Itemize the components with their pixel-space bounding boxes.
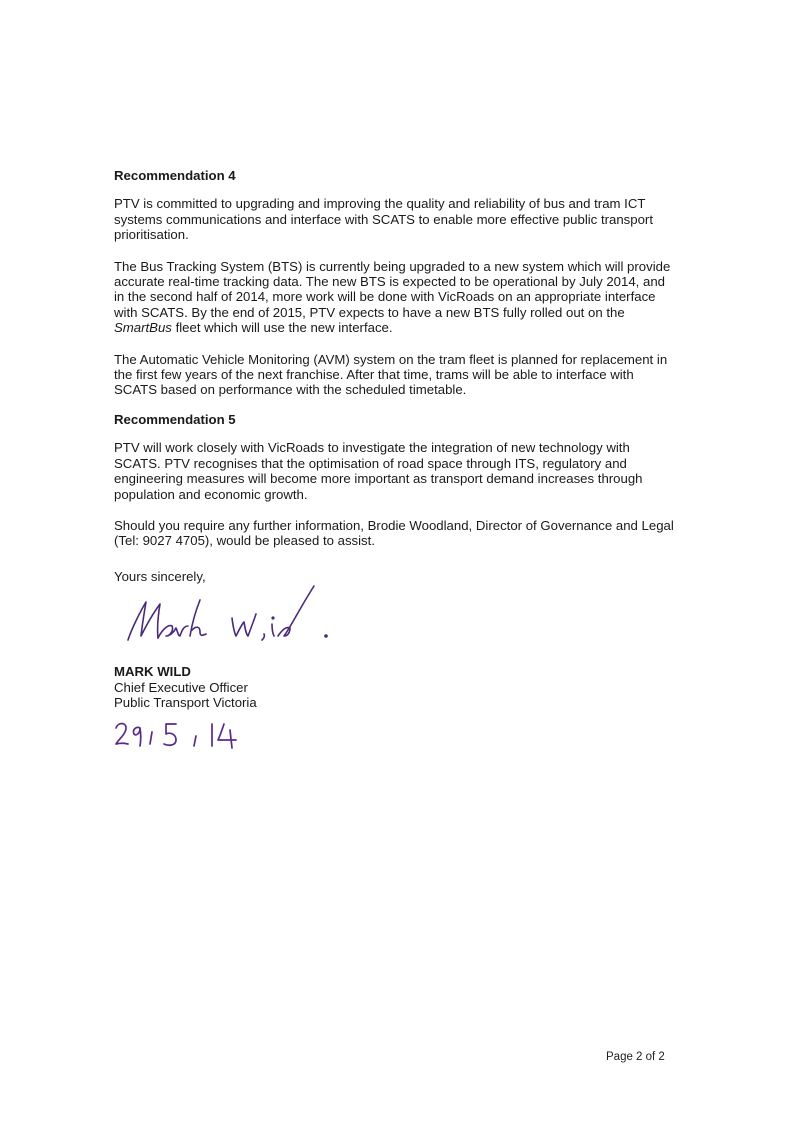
paragraph-text: The Bus Tracking System (BTS) is currently being upgraded to a new system which will provide accurate real-time tracking data. The new BTS is expected to be operational by July 2014, and in the second half of 2014, more work will be done with VicRoads on an appropriate interface with SCATS. By the end of 2015, PTV expects to have a new BTS fully rolled out on the [114,258,671,320]
paragraph-text: fleet which will use the new interface. [171,320,393,336]
recommendation-5-paragraph-2: Should you require any further information, Brodie Woodland, Director of Governance and Legal (Tel: 9027 4705), would be pleased to assist. [114,517,674,549]
signer-title: Chief Executive Officer [114,679,248,695]
recommendation-4-paragraph-1: PTV is committed to upgrading and improving the quality and reliability of bus and tram ICT systems communications and interface with SCATS to enable more effective public transport prioritisation. [114,196,653,243]
recommendation-4-paragraph-2 [114,259,674,336]
signer-block [114,664,257,711]
signer-organisation: Public Transport Victoria [114,695,257,711]
date-drawing [112,718,272,750]
page-number: Page 2 of 2 [606,1051,665,1063]
letter-body [114,168,674,584]
handwritten-date [112,718,272,750]
smartbus-italic: SmartBus [114,320,172,336]
recommendation-5-heading: Recommendation 5 [114,411,236,427]
recommendation-4-paragraph-3: The Automatic Vehicle Monitoring (AVM) system on the tram fleet is planned for replacement in the first few years of the next franchise. After that time, trams will be able to interface with SCATS based on performance with the scheduled timetable. [114,351,668,398]
closing-salutation: Yours sincerely, [114,568,206,584]
signature-drawing [114,578,374,648]
handwritten-signature [114,578,374,648]
signer-name: MARK WILD [114,664,191,679]
recommendation-5-paragraph-1: PTV will work closely with VicRoads to investigate the integration of new technology with SCATS. PTV recognises that the optimisation of road space through ITS, regulatory and engineering measures will become more important as transport demand increases through population and economic growth. [114,440,643,502]
recommendation-4-heading: Recommendation 4 [114,168,236,183]
